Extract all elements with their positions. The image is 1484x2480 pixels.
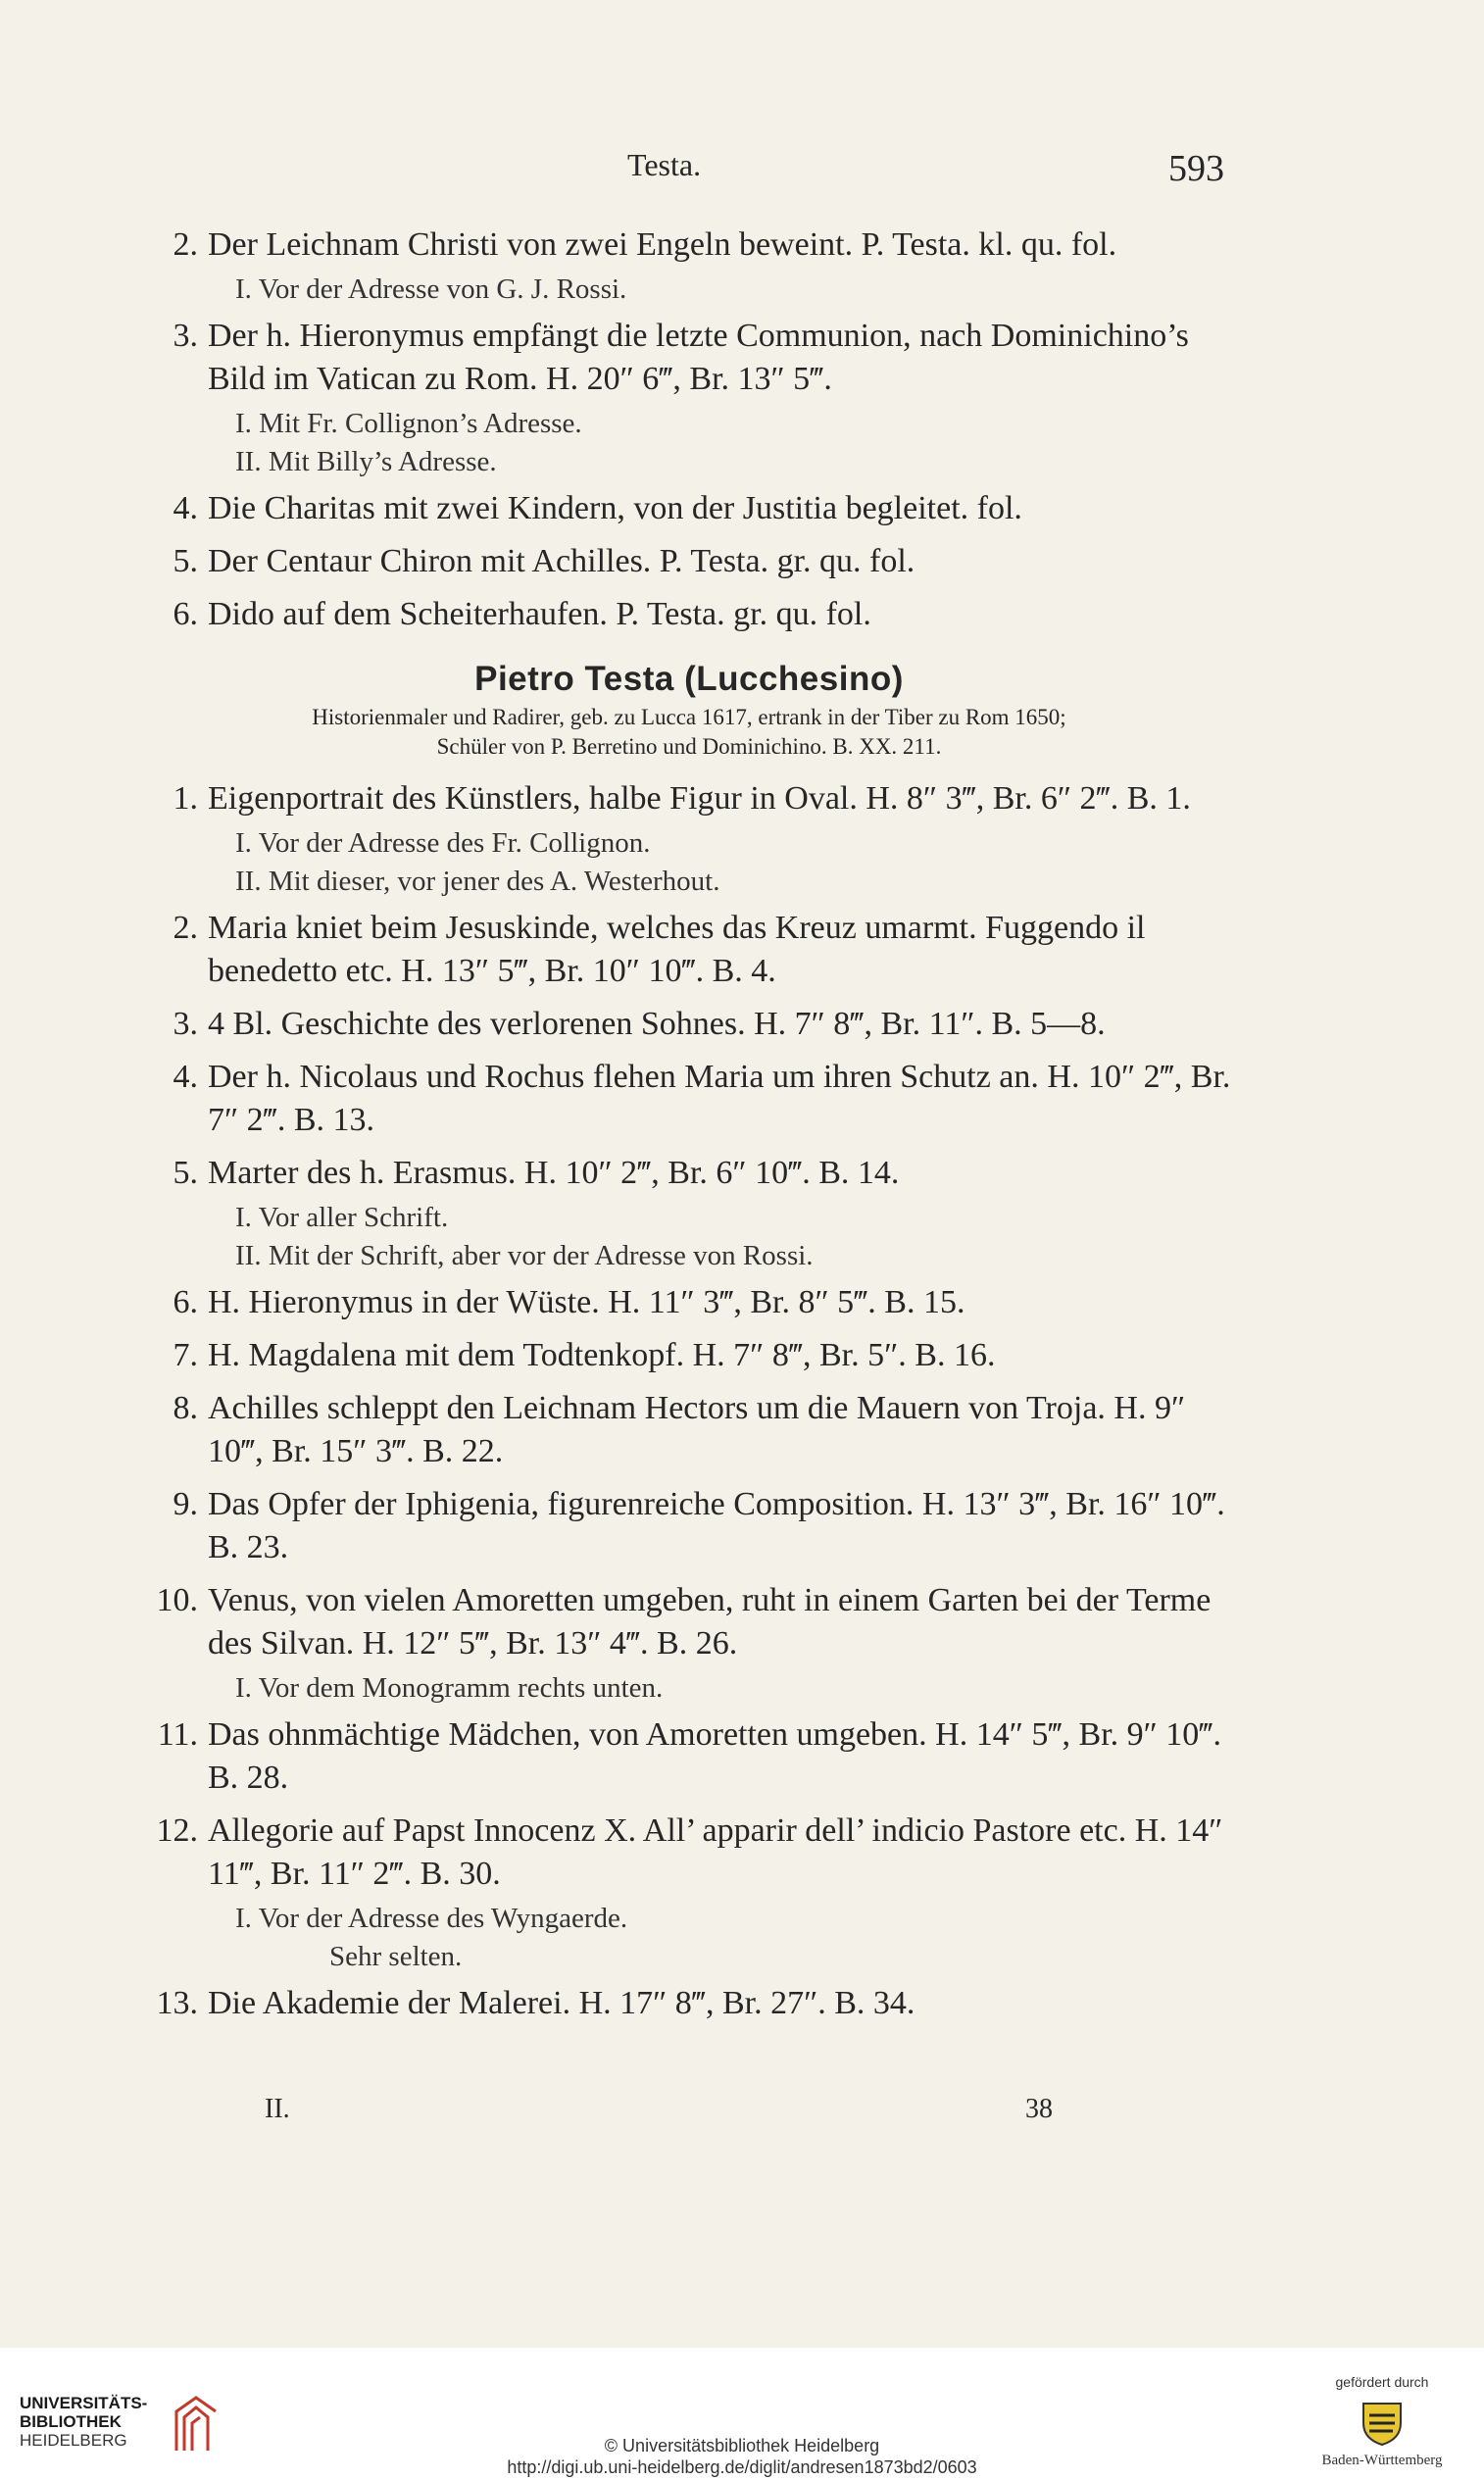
logo-line: BIBLIOTHEK (20, 2412, 122, 2431)
entry-text: H. Hieronymus in der Wüste. H. 11″ 3‴, Br. 8″ 5‴. B. 15. (208, 1284, 965, 1320)
catalog-entry (137, 1056, 1241, 1142)
entry-number: 7. (173, 1337, 198, 1373)
entry-number: 1. (173, 780, 198, 817)
catalog-entry (137, 1579, 1241, 1665)
entry-state: I. Vor der Adresse von G. J. Rossi. (235, 273, 627, 305)
coat-of-arms-icon (1356, 2396, 1409, 2449)
catalog-section-pietro-testa (137, 777, 1241, 2035)
catalog-entry (137, 1281, 1241, 1324)
entry-state: I. Vor der Adresse des Wyngaerde. (235, 1903, 628, 1934)
catalog-entry (137, 315, 1241, 401)
logo-line: UNIVERSITÄTS- (20, 2394, 148, 2412)
sponsor-label: gefördert durch (1335, 2374, 1429, 2390)
entry-number: 6. (173, 1284, 198, 1320)
entry-text: Die Akademie der Malerei. H. 17″ 8‴, Br. 27″. B. 34. (208, 1985, 915, 2021)
entry-number: 11. (157, 1716, 198, 1753)
entry-text: Venus, von vielen Amoretten umgeben, ruht in einem Garten bei der Terme des Silvan. H. 12″ 5‴, Br. 13″ 4‴. B. 26. (208, 1582, 1212, 1662)
entry-text: H. Magdalena mit dem Todtenkopf. H. 7″ 8‴, Br. 5″. B. 16. (208, 1337, 996, 1373)
entry-text: Dido auf dem Scheiterhaufen. P. Testa. gr. qu. fol. (208, 596, 871, 632)
artist-heading: Pietro Testa (Lucchesino) (474, 660, 904, 698)
catalog-entry (137, 487, 1241, 530)
copyright-notice (0, 2435, 1484, 2478)
entry-text: Marter des h. Erasmus. H. 10″ 2‴, Br. 6″ 10‴. B. 14. (208, 1155, 900, 1191)
entry-text: Das ohnmächtige Mädchen, von Amoretten umgeben. H. 14″ 5‴, Br. 9″ 10‴. B. 28. (208, 1716, 1221, 1796)
copyright-text: © Universitätsbibliothek Heidelberg (604, 2436, 880, 2455)
catalog-entry (137, 1152, 1241, 1195)
entry-text: Allegorie auf Papst Innocenz X. All’ apparir dell’ indicio Pastore etc. H. 14″ 11‴, Br. 11″ 2‴. B. 30. (208, 1812, 1223, 1892)
signature-mark: 38 (1025, 2094, 1053, 2124)
permalink[interactable]: http://digi.ub.uni-heidelberg.de/diglit/andresen1873bd2/0603 (507, 2457, 977, 2477)
entry-number: 2. (173, 910, 198, 946)
entry-number: 10. (156, 1582, 198, 1618)
entry-number: 3. (173, 1006, 198, 1042)
catalog-entry (137, 777, 1241, 820)
catalog-entry (137, 1003, 1241, 1046)
entry-state: I. Vor dem Monogramm rechts unten. (235, 1672, 664, 1704)
catalog-entry (137, 1810, 1241, 1896)
entry-state: I. Vor aller Schrift. (235, 1202, 449, 1233)
entry-number: 8. (173, 1390, 198, 1426)
catalog-entry (137, 223, 1241, 267)
entry-state: II. Mit der Schrift, aber vor der Adresse von Rossi. (235, 1240, 814, 1271)
entry-text: Der h. Hieronymus empfängt die letzte Communion, nach Dominichino’s Bild im Vatican zu Rom. H. 20″ 6‴, Br. 13″ 5‴. (208, 318, 1189, 397)
entry-number: 2. (173, 226, 198, 263)
volume-mark: II. (265, 2094, 290, 2124)
entry-text: Der Leichnam Christi von zwei Engeln beweint. P. Testa. kl. qu. fol. (208, 226, 1117, 263)
entry-number: 5. (173, 1155, 198, 1191)
catalog-entry (137, 1387, 1241, 1473)
entry-number: 3. (173, 318, 198, 354)
entry-number: 13. (156, 1985, 198, 2021)
catalog-section-continued (137, 223, 1241, 646)
catalog-entry (137, 593, 1241, 636)
entry-text: Maria kniet beim Jesuskinde, welches das Kreuz umarmt. Fuggendo il benedetto etc. H. 13″ 5‴, Br. 10″ 10‴. B. 4. (208, 910, 1146, 989)
entry-number: 4. (173, 490, 198, 526)
entry-number: 12. (156, 1812, 198, 1849)
entry-number: 4. (173, 1059, 198, 1095)
catalog-entry (137, 907, 1241, 993)
artist-bio (137, 703, 1241, 762)
catalog-entry (137, 540, 1241, 583)
entry-text: Der h. Nicolaus und Rochus flehen Maria um ihren Schutz an. H. 10″ 2‴, Br. 7″ 2‴. B. 13. (208, 1059, 1231, 1138)
sponsor-name: Baden-Württemberg (1321, 2453, 1443, 2468)
entry-text: Der Centaur Chiron mit Achilles. P. Testa. gr. qu. fol. (208, 543, 915, 579)
entry-state: I. Vor der Adresse des Fr. Collignon. (235, 827, 651, 859)
catalog-content (137, 223, 1241, 2035)
entry-text: 4 Bl. Geschichte des verlorenen Sohnes. H. 7″ 8‴, Br. 11″. B. 5—8. (208, 1006, 1106, 1042)
catalog-entry (137, 1334, 1241, 1377)
sponsor-block[interactable] (1294, 2374, 1470, 2469)
entry-text: Das Opfer der Iphigenia, figurenreiche Composition. H. 13″ 3‴, Br. 16″ 10‴. B. 23. (208, 1486, 1225, 1565)
entry-text: Eigenportrait des Künstlers, halbe Figur in Oval. H. 8″ 3‴, Br. 6″ 2‴. B. 1. (208, 780, 1191, 817)
page-number: 593 (1168, 148, 1224, 189)
artist-bio-line: Historienmaler und Radirer, geb. zu Lucca 1617, ertrank in der Tiber zu Rom 1650; (312, 705, 1066, 729)
entry-number: 5. (173, 543, 198, 579)
entry-state: II. Mit dieser, vor jener des A. Westerhout. (235, 866, 720, 897)
artist-bio-line: Schüler von P. Berretino und Dominichino. B. XX. 211. (436, 734, 942, 759)
entry-number: 9. (173, 1486, 198, 1522)
entry-number: 6. (173, 596, 198, 632)
catalog-entry (137, 1483, 1241, 1569)
entry-state: I. Mit Fr. Collignon’s Adresse. (235, 408, 582, 439)
entry-text: Die Charitas mit zwei Kindern, von der Justitia begleitet. fol. (208, 490, 1022, 526)
catalog-entry (137, 1982, 1241, 2025)
entry-state: II. Mit Billy’s Adresse. (235, 446, 497, 477)
entry-text: Achilles schleppt den Leichnam Hectors um die Mauern von Troja. H. 9″ 10‴, Br. 15″ 3‴. B. 22. (208, 1390, 1186, 1469)
catalog-entry (137, 1713, 1241, 1800)
logo-line: HEIDELBERG (20, 2431, 127, 2450)
entry-note: Sehr selten. (329, 1941, 463, 1972)
running-head: Testa. (627, 147, 702, 182)
